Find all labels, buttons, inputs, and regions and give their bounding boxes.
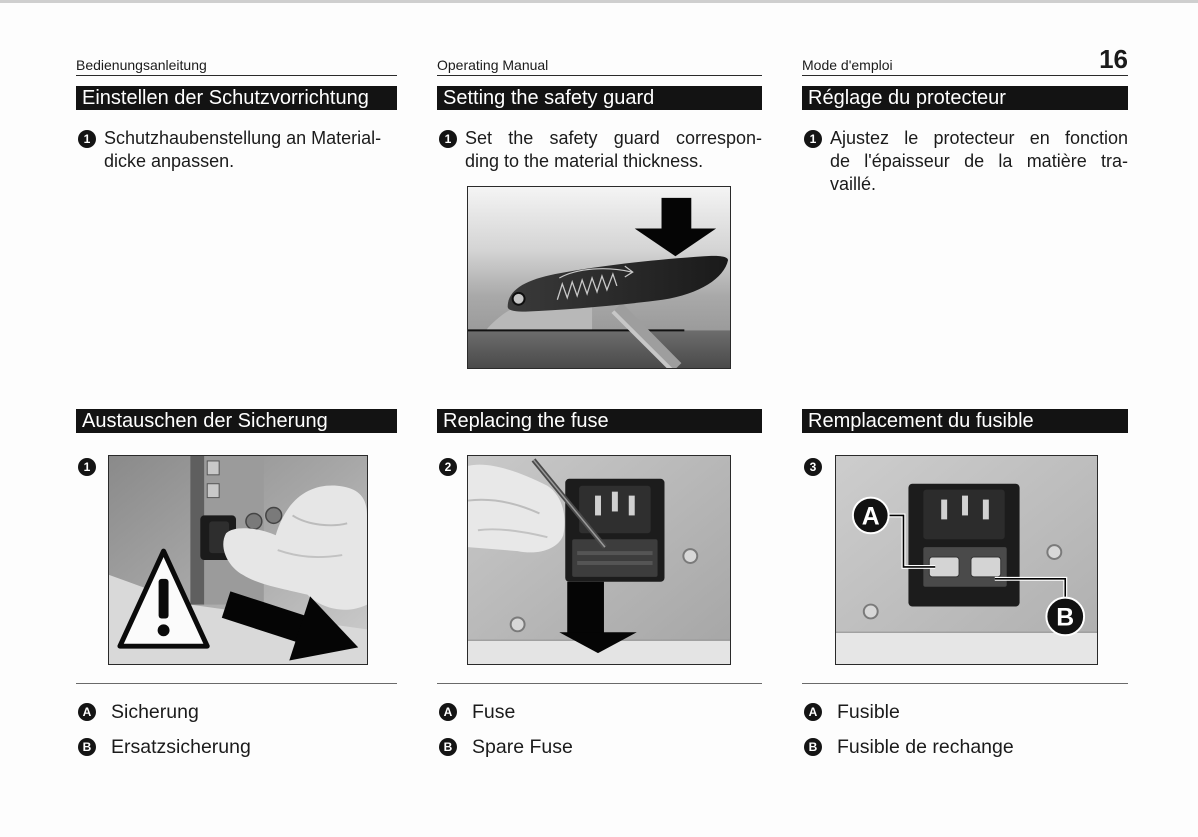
section-title-fuse: Austauschen der Sicherung <box>76 409 397 433</box>
legend-item-a <box>437 701 762 723</box>
bolt <box>683 549 697 563</box>
section-title-safety-guard: Réglage du protecteur <box>802 86 1128 110</box>
power-switch-photo <box>108 455 368 665</box>
legend-marker-b-icon: B <box>78 738 96 756</box>
page-number: 16 <box>1099 44 1128 74</box>
bolt <box>864 605 878 619</box>
callout-a <box>853 498 889 534</box>
legend-item-a <box>802 701 1128 723</box>
legend-marker-b-icon: B <box>804 738 822 756</box>
safety-guard-illustration <box>468 187 730 368</box>
callout-a-label: A <box>861 503 880 531</box>
column-german <box>76 0 397 837</box>
section-title-fuse: Replacing the fuse <box>437 409 762 433</box>
legend-item-b <box>76 736 397 758</box>
safety-guard-photo <box>467 186 731 369</box>
column-header: Bedienungsanleitung <box>76 56 397 76</box>
legend-label: Ersatzsicherung <box>111 736 251 758</box>
legend-item-b <box>437 736 762 758</box>
instruction-text <box>104 127 397 173</box>
legend-label: Sicherung <box>111 701 199 723</box>
column-header: Operating Manual <box>437 56 762 76</box>
instruction-line: vaillé. <box>830 174 877 194</box>
callout-b-label: B <box>1056 604 1075 632</box>
section-title-safety-guard: Setting the safety guard <box>437 86 762 110</box>
step-number-icon: 1 <box>804 130 822 148</box>
step-number-icon: 2 <box>439 458 457 476</box>
power-switch-illustration <box>109 456 367 664</box>
instruction-line: Schutzhaubenstellung an Material- <box>104 128 382 148</box>
column-french <box>802 0 1128 837</box>
callout-b <box>1046 598 1084 636</box>
saw-table <box>468 330 730 368</box>
section-title-safety-guard: Einstellen der Schutzvorrichtung <box>76 86 397 110</box>
instruction-line: ding to the material thickness. <box>465 151 704 171</box>
legend-label: Fusible de rechange <box>837 736 1014 758</box>
legend-item-a <box>76 701 397 723</box>
legend-label: Spare Fuse <box>472 736 573 758</box>
step-number-icon: 3 <box>804 458 822 476</box>
divider <box>437 683 762 684</box>
legend-marker-a-icon: A <box>439 703 457 721</box>
spare-fuse <box>971 557 1001 577</box>
column-header: Mode d'emploi <box>802 56 1128 76</box>
fuse-holder-photo <box>835 455 1098 665</box>
instruction-line: Ajustez le protecteur en fonction <box>830 128 1128 148</box>
column-english <box>437 0 762 837</box>
fuse-holder-illustration <box>836 456 1097 664</box>
section-title-fuse: Remplacement du fusible <box>802 409 1128 433</box>
fuse-drawer-photo <box>467 455 731 665</box>
step-number-icon: 1 <box>78 458 96 476</box>
legend-label: Fuse <box>472 701 516 723</box>
bolt <box>511 617 525 631</box>
legend-marker-a-icon: A <box>804 703 822 721</box>
divider <box>802 683 1128 684</box>
legend-marker-a-icon: A <box>78 703 96 721</box>
power-socket <box>565 479 664 582</box>
instruction-line: Set the safety guard correspon- <box>465 128 762 148</box>
step-number-icon: 1 <box>439 130 457 148</box>
instruction-line: dicke anpassen. <box>104 151 235 171</box>
power-socket <box>908 484 1019 607</box>
instruction-text <box>830 127 1128 196</box>
bolt <box>1047 545 1061 559</box>
fuse-drawer-illustration <box>468 456 730 664</box>
instruction-text <box>465 127 762 173</box>
divider <box>76 683 397 684</box>
legend-marker-b-icon: B <box>439 738 457 756</box>
legend-label: Fusible <box>837 701 900 723</box>
legend-item-b <box>802 736 1128 758</box>
step-number-icon: 1 <box>78 130 96 148</box>
instruction-line: de l'épaisseur de la matière tra- <box>830 151 1128 171</box>
